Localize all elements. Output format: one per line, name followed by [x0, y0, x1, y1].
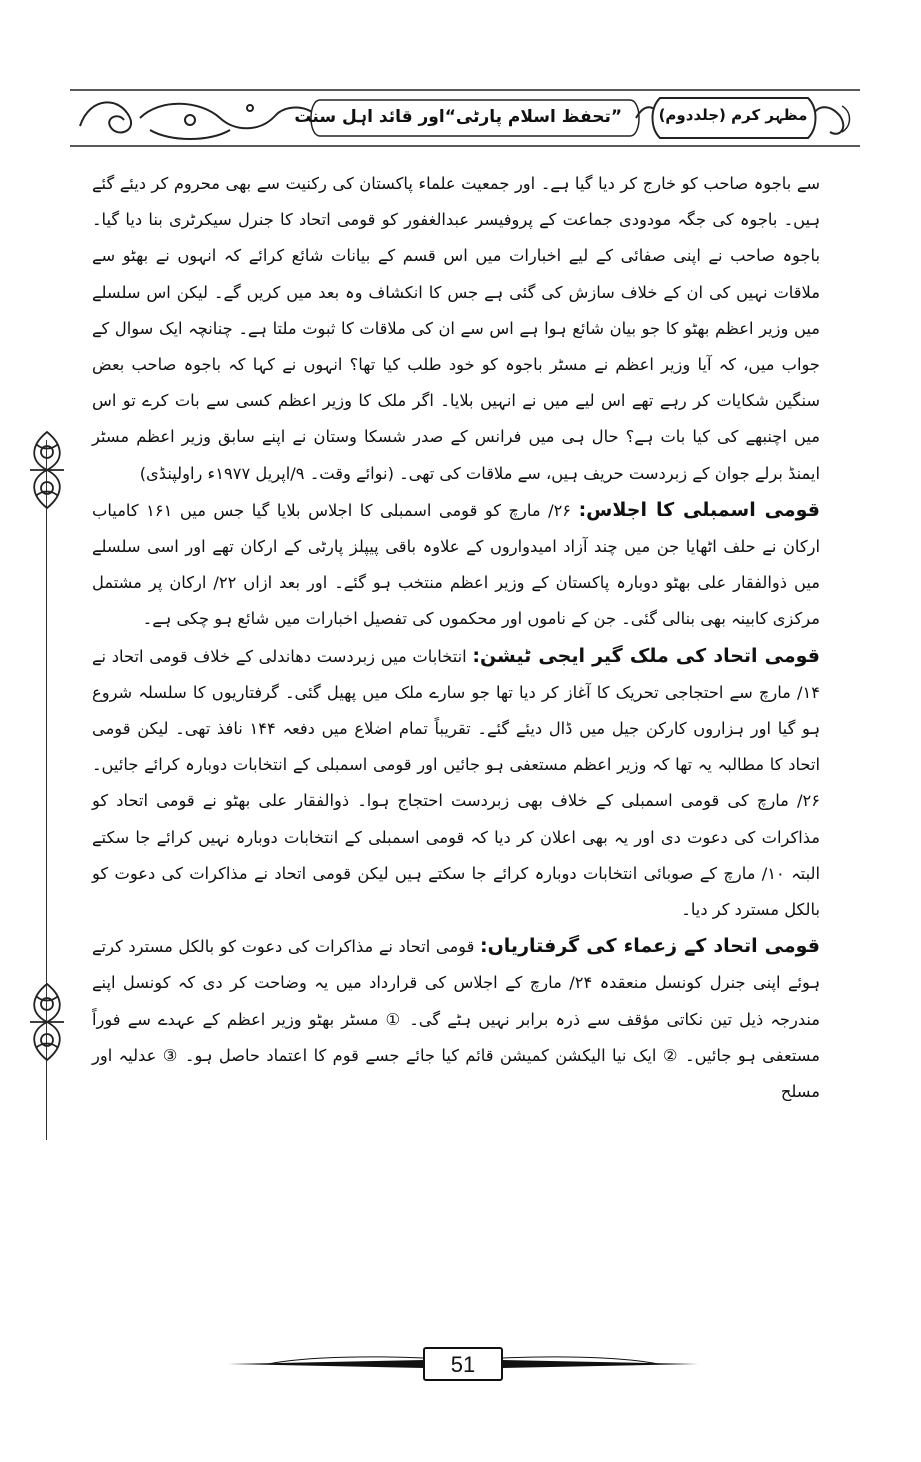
page-header: [70, 86, 860, 150]
margin-ornament-bottom: [22, 982, 72, 1062]
margin-ornament-top: [22, 430, 72, 510]
body-text: [92, 165, 820, 1110]
arabesque-icon: [22, 982, 72, 1062]
book-title: مظہر کرم (جلددوم): [658, 106, 808, 124]
paragraph-text: انتخابات میں زبردست دھاندلی کے خلاف قومی اتحاد نے ۱۴/ مارچ سے احتجاجی تحریک کا آغاز کر دیا تھا جو سارے ملک میں پھیل گئی۔ گرفتاریوں کا سلسلہ شروع ہو گیا اور ہزاروں کارکن جیل میں ڈال دیئے گئے۔ تقریباً تمام اضلاع میں دفعہ ۱۴۴ نافذ تھی۔ لیکن قومی اتحاد کا مطالبہ یہ تھا کہ وزیر اعظم مستعفی ہو جائیں اور قومی اسمبلی کے انتخابات دوبارہ کرائے جائیں۔ ۲۶/ مارچ کی قومی اسمبلی کے خلاف بھی زبردست احتجاج ہوا۔ ذوالفقار علی بھٹو نے قومی اتحاد کو مذاکرات کی دعوت دی اور یہ بھی اعلان کر دیا کہ قومی اسمبلی کے انتخابات دوبارہ نہیں کرائے جا سکتے البتہ ۱۰/ مارچ کے صوبائی انتخابات دوبارہ کرائے جا سکتے ہیں لیکن قومی اتحاد نے مذاکرات کی دعوت کو بالکل مسترد کر دیا۔: [92, 646, 820, 920]
paragraph-text: قومی اتحاد نے مذاکرات کی دعوت کو بالکل مسترد کرتے ہوئے اپنی جنرل کونسل منعقدہ ۲۴/ مارچ کے اجلاس کی قرارداد میں یہ وضاحت کر دی کہ کونسل اپنے مندرجہ ذیل تین نکاتی مؤقف سے ذرہ برابر نہیں ہٹے گی۔ ① مسٹر بھٹو وزیر اعظم کے عہدے سے فوراً مستعفی ہو جائیں۔ ② ایک نیا الیکشن کمیشن قائم کیا جائے جسے قوم کا اعتماد حاصل ہو۔ ③ عدلیہ اور مسلح: [92, 937, 820, 1102]
paragraph-text: ۲۶/ مارچ کو قومی اسمبلی کا اجلاس بلایا گیا جس میں ۱۶۱ کامیاب ارکان نے حلف اٹھایا جن میں چند آزاد امیدواروں کے علاوہ باقی پیپلز پارٹی کے ارکان تھے اور اسی سلسلے میں ذوالفقار علی بھٹو دوبارہ پاکستان کے وزیر اعظم منتخب ہو گئے۔ اور بعد ازاں ۲۲/ ارکان پر مشتمل مرکزی کابینہ بھی بنالی گئی۔ جن کے ناموں اور محکموں کی تفصیل اخبارات میں شائع ہو چکی ہے۔: [92, 500, 820, 629]
paragraph-text: سے باجوہ صاحب کو خارج کر دیا گیا ہے۔ اور جمعیت علماء پاکستان کی رکنیت سے بھی محروم کر دیئے گئے ہیں۔ باجوہ کی جگہ مودودی جماعت کے پروفیسر عبدالغفور کو قومی اتحاد کا جنرل سیکرٹری بنا دیا گیا۔ باجوہ صاحب نے اپنی صفائی کے لیے اخبارات میں اس قسم کے بیانات شائع کرائے کہ انہوں نے بھٹو سے ملاقات نہیں کی ان کے خلاف سازش کی گئی ہے جس کا انکشاف وہ بعد میں کریں گے۔ لیکن اس سلسلے میں وزیر اعظم بھٹو کا جو بیان شائع ہوا ہے اس سے ان کی ملاقات کا ثبوت ملتا ہے۔ چنانچہ ایک سوال کے جواب میں، کہ آیا وزیر اعظم نے مسٹر باجوہ کو خود طلب کیا تھا؟ انہوں نے کہا کہ باجوہ صاحب بعض سنگین شکایات کر رہے تھے اس لیے میں نے انہیں بلایا۔ اگر ملک کا وزیر اعظم کسی سے بات کرے تو اس میں اچنبھے کی کیا بات ہے؟ حال ہی میں فرانس کے صدر شسکا وستان نے اپنے سابق وزیر اعظم مسٹر ایمنڈ برلے جوان کے زبردست حریف ہیں، سے ملاقات کی تھی۔ (نوائے وقت۔ ۹/اپریل ۱۹۷۷ء راولپنڈی): [92, 174, 820, 483]
paragraph-2: [92, 492, 820, 638]
arabesque-icon: [22, 430, 72, 510]
paragraph-1: [92, 165, 820, 492]
paragraph-heading: قومی اتحاد کی ملک گیر ایجی ٹیشن:: [472, 644, 820, 667]
paragraph-3: [92, 638, 820, 929]
page-footer: [228, 1340, 698, 1388]
page-number: 51: [450, 1352, 476, 1377]
paragraph-4: [92, 928, 820, 1110]
paragraph-heading: قومی اتحاد کے زعماء کی گرفتاریاں:: [479, 935, 820, 958]
paragraph-heading: قومی اسمبلی کا اجلاس:: [578, 498, 820, 521]
section-title: ”تحفظ اسلام پارٹی“اور قائد اہل سنت: [294, 107, 622, 127]
